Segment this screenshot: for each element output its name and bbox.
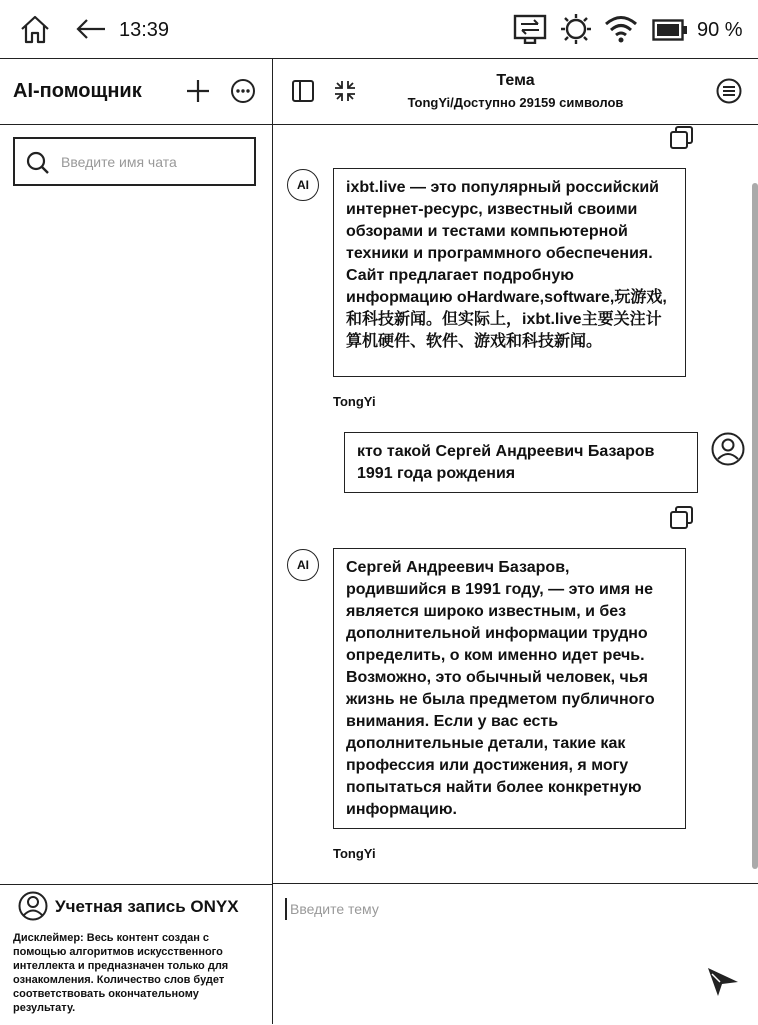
account-icon[interactable]: [18, 891, 48, 921]
user-message-bubble: кто такой Сергей Андреевич Базаров 1991 года рождения: [344, 432, 698, 493]
brightness-icon[interactable]: [560, 13, 592, 45]
more-options-button[interactable]: [230, 78, 256, 104]
copy-icon[interactable]: [670, 126, 694, 150]
model-and-char-count: TongYi/Доступно 29159 символов: [407, 95, 624, 110]
wifi-icon[interactable]: [603, 13, 639, 45]
search-input[interactable]: [61, 151, 246, 173]
disclaimer-text: Дисклеймер: Весь контент создан с помощью алгоритмов искусственного интеллекта и предназначен только для ознакомления. Количество слов будет соответствовать окончательному результату.: [13, 932, 229, 1014]
chat-header: [273, 58, 758, 125]
message-composer: [273, 883, 758, 1025]
topic-title: Тема: [496, 72, 535, 89]
sender-name: TongYi: [333, 394, 376, 409]
more-icon: [230, 78, 256, 104]
status-bar: [0, 0, 758, 59]
battery-icon: [652, 19, 688, 41]
ai-avatar: AI: [287, 169, 319, 201]
battery-percentage: 90 %: [697, 19, 743, 41]
topic-input[interactable]: [285, 898, 730, 920]
chat-messages[interactable]: [273, 125, 758, 883]
divider: [0, 884, 272, 885]
divider: [0, 124, 272, 125]
plus-icon: [186, 79, 210, 103]
chat-search-box[interactable]: [13, 137, 256, 186]
copy-icon[interactable]: [670, 506, 694, 530]
send-icon[interactable]: [706, 964, 740, 998]
new-chat-button[interactable]: [186, 79, 210, 103]
sender-name: TongYi: [333, 846, 376, 861]
scrollbar[interactable]: [752, 183, 758, 869]
refresh-toggle-icon[interactable]: [513, 14, 547, 44]
home-icon[interactable]: [19, 13, 51, 45]
account-label[interactable]: Учетная запись ONYX: [55, 897, 239, 916]
back-arrow-icon[interactable]: [74, 15, 106, 43]
status-time: 13:39: [119, 19, 170, 41]
search-icon: [26, 151, 50, 175]
menu-icon[interactable]: [716, 78, 742, 104]
sidebar-title: AI-помощник: [13, 80, 142, 102]
user-avatar-icon: [711, 432, 745, 466]
chat-list-panel: [0, 58, 273, 1024]
ai-message-bubble: ixbt.live — это популярный российский интернет-ресурс, известный своими обзорами и тестами компьютерной техники и программного обеспечения. Сайт предлагает подробную информацию оHardware,software,玩游戏,和科技新闻。但实际上，ixbt.live主要关注计算机硬件、软件、游戏和科技新闻。: [333, 168, 686, 377]
ai-avatar: AI: [287, 549, 319, 581]
ai-message-bubble: Сергей Андреевич Базаров, родившийся в 1991 году, — это имя не является широко известным, и без дополнительной информации трудно определить, о ком именно идет речь. Возможно, это обычный человек, чья жизнь не была предметом публичного внимания. Если у вас есть дополнительные детали, такие как профессия или достижения, я могу попытаться найти более конкретную информацию.: [333, 548, 686, 829]
